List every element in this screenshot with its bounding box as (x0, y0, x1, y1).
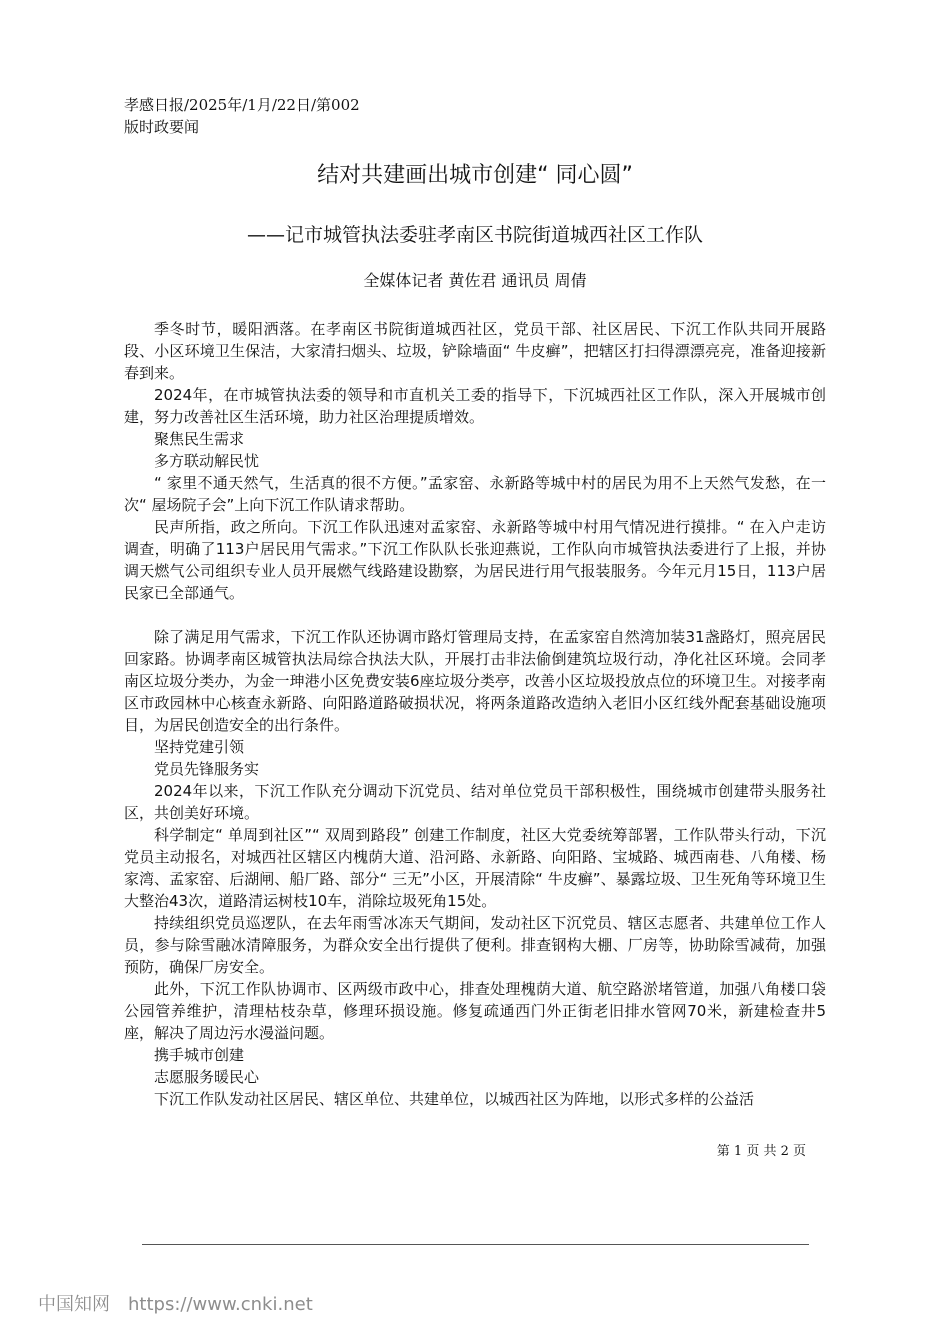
section-heading: 聚焦民生需求 (154, 430, 245, 448)
paragraph: 民声所指，政之所向。下沉工作队迅速对孟家窑、永新路等城中村用气情况进行摸排。“ 在入户走访调查，明确了113户居民用气需求。”下沉工作队队长张迎燕说，工作队向市城管执法委进行了上报，并协调天燃气公司组织专业人员开展燃气线路建设勘察，为居民进行用气报装服务。今年元月15日，113户居民家已全部通气。 (124, 518, 826, 602)
source-line-2: 版时政要闻 (124, 118, 200, 136)
section-subheading: 志愿服务暖民心 (154, 1068, 260, 1086)
source-info (124, 94, 360, 138)
article-subtitle: ——记市城管执法委驻孝南区书院街道城西社区工作队 (246, 224, 703, 246)
page-number: 第 1 页 共 2 页 (716, 1144, 806, 1159)
article-title: 结对共建画出城市创建“ 同心圆” (317, 163, 633, 188)
footer-divider (142, 1244, 809, 1245)
paragraph: 科学制定“ 单周到社区”“ 双周到路段” 创建工作制度，社区大党委统筹部署，工作队带头行动，下沉党员主动报名，对城西社区辖区内槐荫大道、沿河路、永新路、向阳路、宝城路、城西南巷、八角楼、杨家湾、孟家窑、后湖闸、船厂路、部分“ 三无”小区，开展清除“ 牛皮癣”、暴露垃圾、卫生死角等环境卫生大整治43次，道路清运树枝10车，消除垃圾死角15处。 (124, 826, 826, 910)
paragraph: 此外，下沉工作队协调市、区两级市政中心，排查处理槐荫大道、航空路淤堵管道，加强八角楼口袋公园管养维护，清理枯枝杂草，修理环损设施。修复疏通西门外正街老旧排水管网70米，新建检查井5座，解决了周边污水漫溢问题。 (124, 980, 826, 1042)
paragraph: 下沉工作队发动社区居民、辖区单位、共建单位，以城西社区为阵地，以形式多样的公益活 (154, 1090, 755, 1108)
source-line-1: 孝感日报/2025年/1月/22日/第002 (124, 96, 360, 114)
byline: 全媒体记者 黄佐君 通讯员 周倩 (363, 271, 587, 290)
paragraph: 除了满足用气需求，下沉工作队还协调市路灯管理局支持，在孟家窑自然湾加装31盏路灯，照亮居民回家路。协调孝南区城管执法局综合执法大队，开展打击非法偷倒建筑垃圾行动，净化社区环境。会同孝南区垃圾分类办，为金一珅港小区免费安装6座垃圾分类亭，改善小区垃圾投放点位的环境卫生。对接孝南区市政园林中心核查永新路、向阳路道路破损状况，将两条道路改造纳入老旧小区红线外配套基础设施项目，为居民创造安全的出行条件。 (124, 628, 826, 734)
article-body (124, 318, 826, 1110)
section-subheading: 党员先锋服务实 (154, 760, 260, 778)
section-subheading: 多方联动解民忧 (154, 452, 260, 470)
section-heading: 坚持党建引领 (154, 738, 245, 756)
paragraph: 持续组织党员巡逻队，在去年雨雪冰冻天气期间，发动社区下沉党员、辖区志愿者、共建单位工作人员，参与除雪融冰清障服务，为群众安全出行提供了便利。排查钢构大棚、厂房等，协助除雪减荷，加强预防，确保厂房安全。 (124, 914, 826, 976)
watermark-brand: 中国知网 (38, 1294, 110, 1315)
paragraph: 2024年以来，下沉工作队充分调动下沉党员、结对单位党员干部积极性，围绕城市创建带头服务社区，共创美好环境。 (124, 782, 826, 822)
watermark-url: https://www.cnki.net (128, 1294, 313, 1315)
paragraph: 季冬时节，暖阳洒落。在孝南区书院街道城西社区，党员干部、社区居民、下沉工作队共同开展路段、小区环境卫生保洁，大家清扫烟头、垃圾，铲除墙面“ 牛皮癣”，把辖区打扫得漂漂亮亮，准备迎接新春到来。 (124, 320, 826, 382)
section-heading: 携手城市创建 (154, 1046, 245, 1064)
paragraph: “ 家里不通天然气，生活真的很不方便。”孟家窑、永新路等城中村的居民为用不上天然气发愁，在一次“ 屋场院子会”上向下沉工作队请求帮助。 (124, 474, 826, 514)
paragraph: 2024年，在市城管执法委的领导和市直机关工委的指导下，下沉城西社区工作队，深入开展城市创建，努力改善社区生活环境，助力社区治理提质增效。 (124, 386, 826, 426)
watermark (38, 1293, 313, 1317)
